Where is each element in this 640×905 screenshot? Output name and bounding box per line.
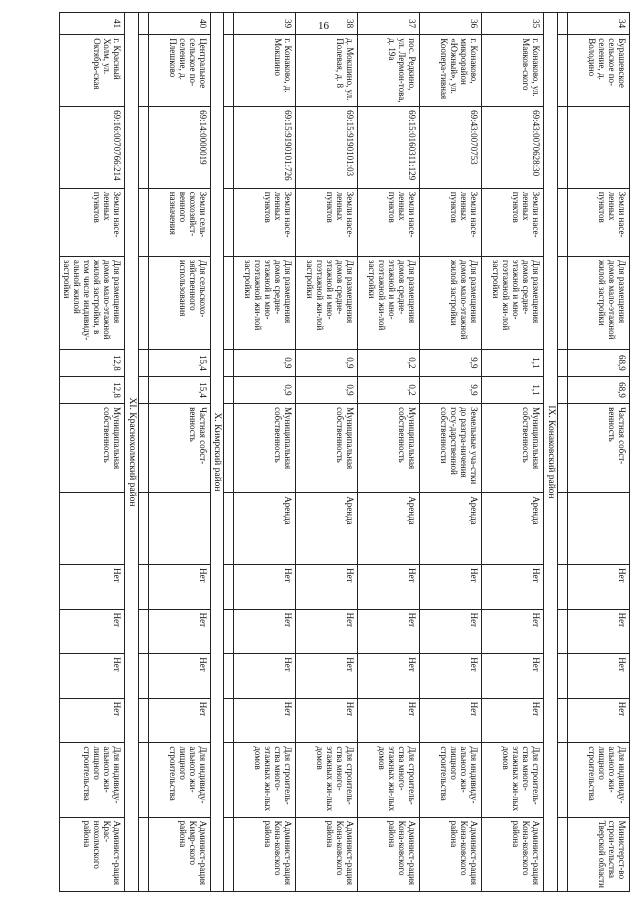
spacer-cell — [138, 817, 148, 891]
spacer-cell — [138, 493, 148, 565]
cell-use: Для размещения домов средне-этажной и мно-гоэтажной жи-лой застройки — [482, 256, 544, 349]
table-row — [234, 13, 296, 892]
spacer-cell — [224, 698, 234, 743]
cell-f4: Нет — [420, 698, 482, 743]
cell-category: Земли сель-скохозяйст-венного назначения — [148, 188, 210, 256]
spacer-cell — [558, 107, 568, 189]
spacer-cell — [138, 107, 148, 189]
cell-location: д. Мокшино, ул. Полевая, д. 8 — [296, 35, 358, 107]
page-number: 16 — [318, 20, 329, 32]
spacer-cell — [558, 376, 568, 403]
spacer-cell — [224, 609, 234, 654]
spacer-cell — [558, 13, 568, 35]
cell-f4: Нет — [482, 698, 544, 743]
cell-lease: Аренда — [296, 493, 358, 565]
spacer-cell — [558, 565, 568, 610]
spacer-cell — [138, 256, 148, 349]
spacer-cell — [138, 609, 148, 654]
spacer-cell — [224, 188, 234, 256]
table-row — [296, 13, 358, 892]
cell-cadastral: 69:16:0070766:214 — [59, 107, 124, 189]
cell-category: Земли насе-ленных пунктов — [482, 188, 544, 256]
spacer-cell — [138, 698, 148, 743]
spacer-cell — [138, 349, 148, 376]
cell-authority: Админист-рация Кона-ковского района — [420, 817, 482, 891]
spacer-cell — [558, 609, 568, 654]
cell-authority: Админист-рация Кона-ковского района — [234, 817, 296, 891]
cell-purpose: Для индивиду-ального жи-лищного строительства — [420, 743, 482, 817]
cell-f3: Нет — [59, 654, 124, 699]
cell-n: 36 — [420, 13, 482, 35]
cell-f2: Нет — [358, 609, 420, 654]
spacer-cell — [138, 404, 148, 493]
spacer-row — [224, 13, 234, 892]
spacer-cell — [558, 404, 568, 493]
cell-use: Для размещения домов средне-этажной и мно-гоэтажной жи-лой застройки — [234, 256, 296, 349]
spacer-row — [138, 13, 148, 892]
cell-a1: 68,9 — [568, 349, 630, 376]
cell-cadastral: 69:15:9190101:03 — [296, 107, 358, 189]
cell-f3: Нет — [568, 654, 630, 699]
cell-f2: Нет — [234, 609, 296, 654]
section-row — [125, 13, 139, 892]
spacer-cell — [138, 13, 148, 35]
cell-n: 34 — [568, 13, 630, 35]
cell-location: г. Конаково, д. Мокшино — [234, 35, 296, 107]
spacer-cell — [224, 256, 234, 349]
cell-f3: Нет — [234, 654, 296, 699]
cell-f2: Нет — [420, 609, 482, 654]
table-row — [148, 13, 210, 892]
spacer-cell — [138, 35, 148, 107]
cell-a1: 0,9 — [234, 349, 296, 376]
spacer-cell — [558, 188, 568, 256]
cell-location: г. Красный Холм, ул. Октябрь-ская — [59, 35, 124, 107]
table-body — [59, 13, 629, 892]
cell-f1: Нет — [234, 565, 296, 610]
cell-purpose: Для индивиду-ального жи-лищного строительства — [59, 743, 124, 817]
cell-f3: Нет — [358, 654, 420, 699]
cell-f1: Нет — [568, 565, 630, 610]
spacer-cell — [224, 349, 234, 376]
cell-ownership: Земельные уча-стки до разгра-ничения госу-дарственной собственности — [420, 404, 482, 493]
cell-use: Для размещения домов мало-этажной жилой застройки — [568, 256, 630, 349]
cell-n: 38 — [296, 13, 358, 35]
cell-purpose: Для индивиду-ального жи-лищного строительства — [148, 743, 210, 817]
cell-use: Для размещения домов мало-этажной жилой застройки, в том числе индивиду-альной жилой застройки — [59, 256, 124, 349]
cell-lease — [568, 493, 630, 565]
cell-location: г. Конаково, ул. Маяков-ского — [482, 35, 544, 107]
table-row — [568, 13, 630, 892]
cell-a1: 12,8 — [59, 349, 124, 376]
section-title: XI. Краснохолмский район — [125, 13, 139, 892]
cell-category: Земли насе-ленных пунктов — [358, 188, 420, 256]
cell-ownership: Муниципальная собственность — [358, 404, 420, 493]
cell-location: пос. Редкино, ул. Лермон-това, д. 19а — [358, 35, 420, 107]
cell-a2: 9,9 — [420, 376, 482, 403]
cell-lease: Аренда — [482, 493, 544, 565]
land-plots-table — [59, 12, 630, 892]
cell-category: Земли насе-ленных пунктов — [420, 188, 482, 256]
cell-use: Для размещения домов средне-этажной и мно-гоэтажной жи-лой застройки — [296, 256, 358, 349]
cell-cadastral: 69:14:0000019 — [148, 107, 210, 189]
cell-a1: 9,9 — [420, 349, 482, 376]
cell-n: 35 — [482, 13, 544, 35]
cell-f2: Нет — [296, 609, 358, 654]
cell-purpose: Для индивиду-ального жи-лищного строительства — [568, 743, 630, 817]
spacer-cell — [224, 743, 234, 817]
cell-f1: Нет — [358, 565, 420, 610]
spacer-cell — [558, 35, 568, 107]
cell-ownership: Муниципальная собственность — [234, 404, 296, 493]
section-row — [210, 13, 224, 892]
cell-purpose: Для строитель-ства много-этажных жи-лых домов — [296, 743, 358, 817]
table-row — [420, 13, 482, 892]
spacer-cell — [558, 493, 568, 565]
spacer-cell — [138, 743, 148, 817]
cell-location: г. Конаково, микрорайон «Южный», ул. Коопера-тивная — [420, 35, 482, 107]
spacer-cell — [138, 565, 148, 610]
cell-f2: Нет — [482, 609, 544, 654]
cell-purpose: Для строитель-ства много-этажных жи-лых домов — [482, 743, 544, 817]
cell-n: 37 — [358, 13, 420, 35]
cell-n: 41 — [59, 13, 124, 35]
spacer-row — [558, 13, 568, 892]
cell-category: Земли насе-ленных пунктов — [59, 188, 124, 256]
cell-a2: 0,2 — [358, 376, 420, 403]
cell-cadastral: 69:15:0160311:129 — [358, 107, 420, 189]
spacer-cell — [224, 107, 234, 189]
cell-f1: Нет — [482, 565, 544, 610]
cell-purpose: Для строитель-ства много-этажных жи-лых домов — [234, 743, 296, 817]
spacer-cell — [224, 565, 234, 610]
cell-lease: Аренда — [234, 493, 296, 565]
spacer-cell — [558, 256, 568, 349]
cell-location: Бурашевское сельское по-селение, д. Володино — [568, 35, 630, 107]
spacer-cell — [224, 404, 234, 493]
spacer-cell — [224, 13, 234, 35]
cell-f3: Нет — [420, 654, 482, 699]
cell-a1: 15,4 — [148, 349, 210, 376]
cell-lease — [148, 493, 210, 565]
cell-a2: 12,8 — [59, 376, 124, 403]
cell-a2: 0,9 — [234, 376, 296, 403]
cell-authority: Админист-рация Кимр-ского района — [148, 817, 210, 891]
cell-cadastral: 69:43:0070753 — [420, 107, 482, 189]
spacer-cell — [558, 698, 568, 743]
cell-f2: Нет — [568, 609, 630, 654]
section-row — [544, 13, 558, 892]
cell-f3: Нет — [148, 654, 210, 699]
spacer-cell — [558, 817, 568, 891]
cell-category: Земли насе-ленных пунктов — [296, 188, 358, 256]
cell-f1: Нет — [59, 565, 124, 610]
cell-ownership: Муниципальная собственность — [59, 404, 124, 493]
cell-n: 40 — [148, 13, 210, 35]
cell-f4: Нет — [59, 698, 124, 743]
cell-f3: Нет — [482, 654, 544, 699]
cell-f1: Нет — [420, 565, 482, 610]
cell-f4: Нет — [568, 698, 630, 743]
cell-f2: Нет — [59, 609, 124, 654]
cell-lease: Аренда — [420, 493, 482, 565]
spacer-cell — [224, 376, 234, 403]
cell-f1: Нет — [296, 565, 358, 610]
cell-category: Земли насе-ленных пунктов — [568, 188, 630, 256]
spacer-cell — [224, 35, 234, 107]
cell-f4: Нет — [296, 698, 358, 743]
cell-lease: Аренда — [358, 493, 420, 565]
cell-lease — [59, 493, 124, 565]
cell-location: Центральное сельское по-селение, д. Плешково — [148, 35, 210, 107]
cell-a2: 15,4 — [148, 376, 210, 403]
cell-ownership: Частная собст-венность — [568, 404, 630, 493]
table-row — [59, 13, 124, 892]
cell-f1: Нет — [148, 565, 210, 610]
spacer-cell — [138, 188, 148, 256]
cell-ownership: Муниципальная собственность — [482, 404, 544, 493]
spacer-cell — [138, 654, 148, 699]
section-title: IX. Конаковский район — [544, 13, 558, 892]
cell-category: Земли насе-ленных пунктов — [234, 188, 296, 256]
spacer-cell — [558, 349, 568, 376]
cell-a1: 1,1 — [482, 349, 544, 376]
section-title: X. Кимрский район — [210, 13, 224, 892]
cell-cadastral — [568, 107, 630, 189]
spacer-cell — [224, 654, 234, 699]
cell-use: Для размещения домов мало-этажной жилой застройки — [420, 256, 482, 349]
spacer-cell — [224, 817, 234, 891]
cell-cadastral: 69:15:9190101:726 — [234, 107, 296, 189]
cell-ownership: Муниципальная собственность — [296, 404, 358, 493]
cell-f4: Нет — [234, 698, 296, 743]
cell-purpose: Для строитель-ства много-этажных жи-лых домов — [358, 743, 420, 817]
cell-use: Для размещения домов средне-этажной и мно-гоэтажной жи-лой застройки — [358, 256, 420, 349]
cell-n: 39 — [234, 13, 296, 35]
cell-use: Для сельскохо-зяйственного использования — [148, 256, 210, 349]
cell-a2: 0,9 — [296, 376, 358, 403]
spacer-cell — [138, 376, 148, 403]
spacer-cell — [558, 654, 568, 699]
rotated-table-wrapper — [20, 12, 630, 892]
cell-authority: Админист-рация Кона-ковского района — [482, 817, 544, 891]
cell-a2: 68,9 — [568, 376, 630, 403]
cell-f4: Нет — [358, 698, 420, 743]
cell-authority: Админист-рация Кона-ковского района — [358, 817, 420, 891]
cell-f3: Нет — [296, 654, 358, 699]
spacer-cell — [558, 743, 568, 817]
cell-authority: Админист-рация Крас-нохолмского района — [59, 817, 124, 891]
cell-f4: Нет — [148, 698, 210, 743]
cell-a2: 1,1 — [482, 376, 544, 403]
spacer-cell — [224, 493, 234, 565]
cell-a1: 0,2 — [358, 349, 420, 376]
cell-a1: 0,9 — [296, 349, 358, 376]
cell-f2: Нет — [148, 609, 210, 654]
cell-authority: Админист-рация Кона-ковского района — [296, 817, 358, 891]
cell-cadastral: 69:43:0070628:30 — [482, 107, 544, 189]
cell-authority: Министерст-во строи-тельства Тверской области — [568, 817, 630, 891]
cell-ownership: Частная собст-венность — [148, 404, 210, 493]
table-row — [482, 13, 544, 892]
table-row — [358, 13, 420, 892]
